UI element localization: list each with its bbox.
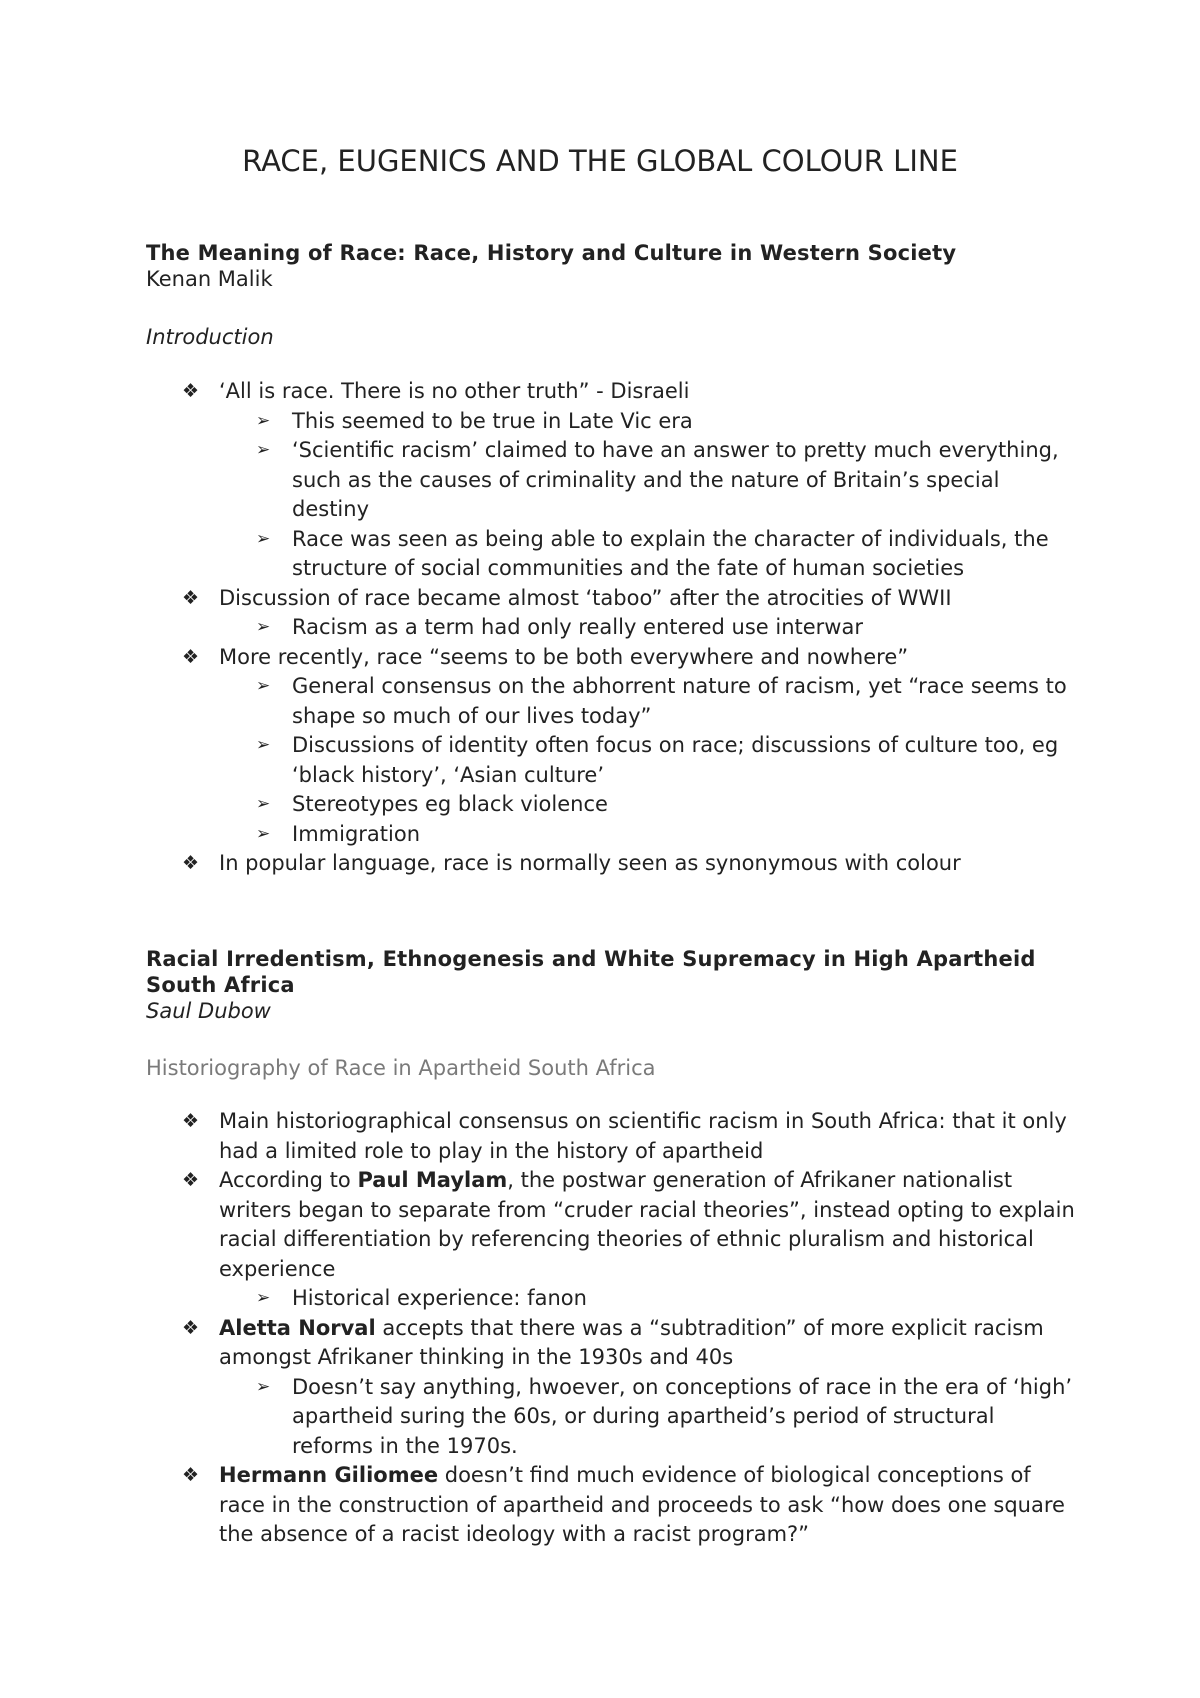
arrow-bullet-icon: ➢ — [256, 794, 271, 814]
section-title: The Meaning of Race: Race, History and Culture in Western Society — [146, 241, 957, 265]
arrow-bullet-icon: ➢ — [256, 410, 271, 431]
section-author: Saul Dubow — [146, 999, 271, 1023]
list-item-text: Race was seen as being able to explain the character of individuals, the structure of social communities and the fate of human societies — [292, 526, 1049, 580]
list-item-text: Historical experience: fanon — [292, 1286, 587, 1310]
list-item-text: Main historiographical consensus on scientific racism in South Africa: that it only had a limited role to play in the history of apartheid — [219, 1109, 1067, 1163]
list-item — [146, 1461, 1076, 1550]
list-item-text: In popular language, race is normally seen as synonymous with colour — [219, 851, 961, 875]
list-item-text: doesn’t find much evidence of biological conceptions of race in the construction of apartheid and proceeds to ask “how does one square the absence of a racist ideology with a racist program?” — [219, 1463, 1065, 1546]
author-name: Hermann Giliomee — [219, 1463, 439, 1487]
list-item-text: Stereotypes eg black violence — [292, 792, 608, 816]
list-item — [146, 525, 1076, 584]
section-author: Kenan Malik — [146, 267, 273, 291]
list-item — [146, 820, 1076, 850]
author-name: Paul Maylam — [357, 1168, 508, 1192]
list-item-text: This seemed to be true in Late Vic era — [292, 408, 693, 433]
arrow-bullet-icon: ➢ — [256, 1376, 271, 1397]
list-item-text: Immigration — [292, 821, 420, 846]
list-item-text: General consensus on the abhorrent nature of racism, yet “race seems to shape so much of our lives today” — [292, 674, 1067, 728]
list-item — [146, 731, 1076, 790]
list-item-text: , the postwar generation of Afrikaner nationalist writers began to separate from “cruder racial theories”, instead opting to explain racial differentiation by referencing theories of ethnic pluralism and historical experience — [219, 1168, 1075, 1281]
section-subheading: Historiography of Race in Apartheid South Africa — [146, 1056, 656, 1080]
list-item-text: ‘Scientific racism’ claimed to have an answer to pretty much everything, such as the causes of criminality and the nature of Britain’s special destiny — [292, 438, 1059, 521]
arrow-bullet-icon: ➢ — [256, 440, 271, 460]
diamond-bullet-icon: ❖ — [182, 380, 200, 402]
diamond-bullet-icon: ❖ — [182, 852, 200, 874]
arrow-bullet-icon: ➢ — [256, 617, 271, 637]
diamond-bullet-icon: ❖ — [182, 645, 200, 668]
page-title: RACE, EUGENICS AND THE GLOBAL COLOUR LINE — [242, 144, 958, 178]
list-item — [146, 584, 1076, 614]
list-item — [146, 1284, 1076, 1314]
list-item — [146, 1314, 1076, 1373]
list-item — [146, 377, 1076, 407]
list-item — [146, 1166, 1076, 1284]
list-item — [146, 436, 1076, 525]
arrow-bullet-icon: ➢ — [256, 676, 271, 696]
list-item — [146, 613, 1076, 643]
arrow-bullet-icon: ➢ — [256, 823, 271, 844]
arrow-bullet-icon: ➢ — [256, 735, 271, 755]
diamond-bullet-icon: ❖ — [182, 1169, 200, 1191]
author-name: Aletta Norval — [219, 1315, 376, 1340]
bullet-list — [146, 377, 1076, 879]
list-item — [146, 643, 1076, 673]
list-item — [146, 672, 1076, 731]
list-item-text: More recently, race “seems to be both everywhere and nowhere” — [219, 644, 909, 669]
list-item-text: Discussions of identity often focus on race; discussions of culture too, eg ‘black history’, ‘Asian culture’ — [292, 733, 1059, 787]
section-malik — [146, 240, 1076, 879]
bullet-list — [146, 1107, 1076, 1550]
arrow-bullet-icon: ➢ — [256, 528, 271, 549]
list-item-text: Doesn’t say anything, hwoever, on conceptions of race in the era of ‘high’ apartheid suring the 60s, or during apartheid’s period of structural reforms in the 1970s. — [292, 1374, 1073, 1458]
diamond-bullet-icon: ❖ — [182, 586, 200, 609]
arrow-bullet-icon: ➢ — [256, 1288, 271, 1308]
section-title: Racial Irredentism, Ethnogenesis and White Supremacy in High Apartheid South Africa — [146, 947, 1036, 997]
list-item-text: Discussion of race became almost ‘taboo” after the atrocities of WWII — [219, 585, 952, 610]
diamond-bullet-icon: ❖ — [182, 1316, 200, 1339]
list-item-text: ‘All is race. There is no other truth” - Disraeli — [219, 379, 690, 403]
list-item-text: Racism as a term had only really entered use interwar — [292, 615, 863, 639]
section-subheading: Introduction — [146, 325, 274, 349]
diamond-bullet-icon: ❖ — [182, 1464, 200, 1486]
list-item-text-pre: According to — [219, 1168, 358, 1192]
list-item — [146, 849, 1076, 879]
list-item — [146, 1107, 1076, 1166]
list-item — [146, 1373, 1076, 1462]
list-item — [146, 790, 1076, 820]
list-item-text: accepts that there was a “subtradition” of more explicit racism amongst Afrikaner thinking in the 1930s and 40s — [219, 1315, 1044, 1369]
diamond-bullet-icon: ❖ — [182, 1110, 200, 1132]
list-item — [146, 407, 1076, 437]
section-dubow — [146, 946, 1076, 1550]
